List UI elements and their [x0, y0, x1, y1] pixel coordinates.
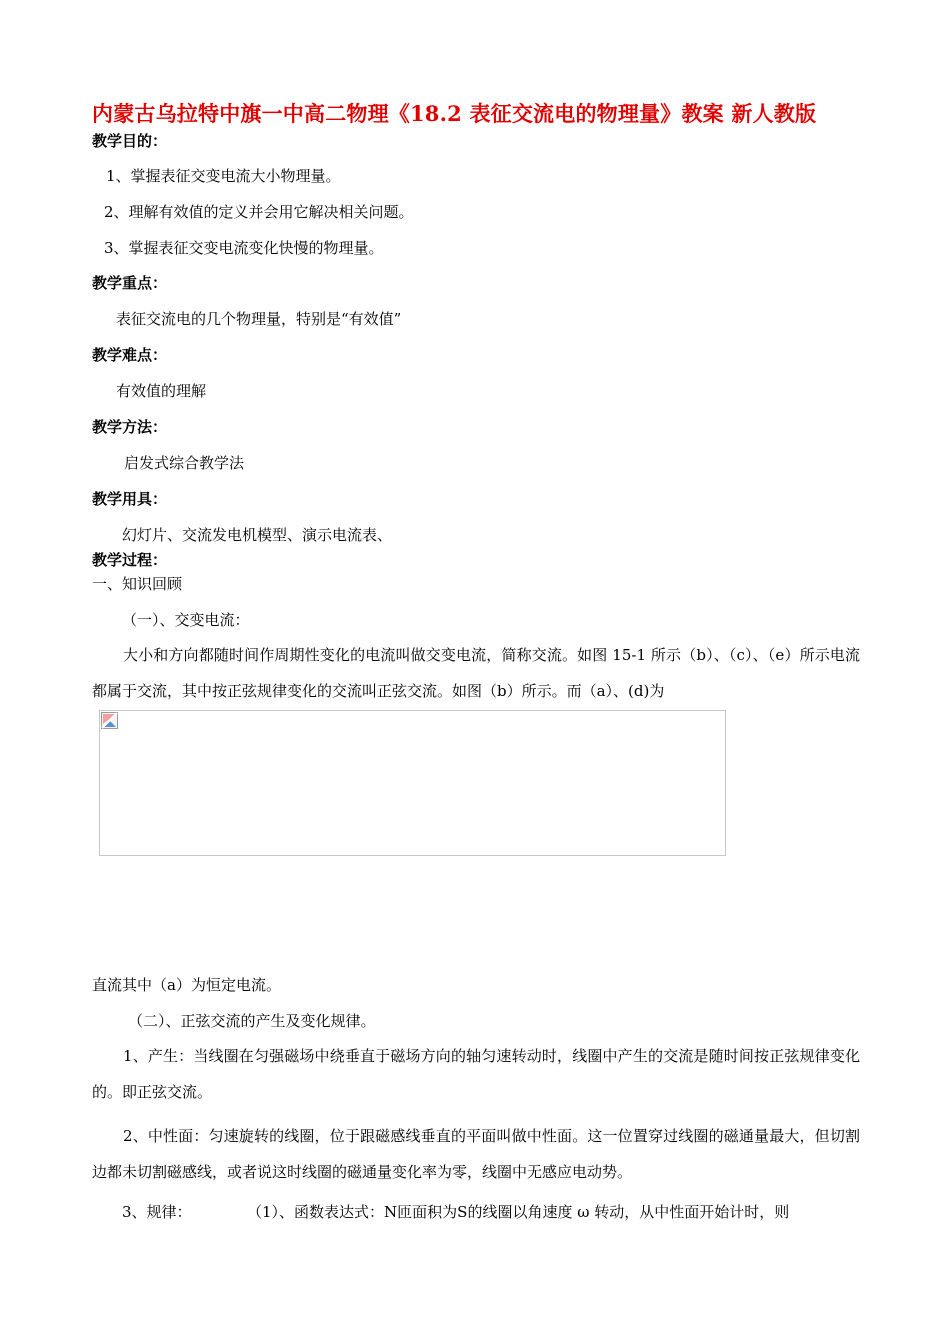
document-title: 内蒙古乌拉特中旗一中高二物理《18.2 表征交流电的物理量》教案 新人教版 — [92, 101, 817, 126]
subsection-sine-ac: （二）、正弦交流的产生及变化规律。 — [128, 1012, 376, 1030]
difficulty-heading: 教学难点： — [92, 346, 168, 364]
tools-text: 幻灯片、交流发电机模型、演示电流表、 — [122, 526, 393, 544]
paragraph-rule-text: （1）、函数表达式：N匝面积为S的线圈以角速度 ω 转动，从中性面开始计时，则 — [247, 1203, 790, 1221]
paragraph-rule-label: 3、规律： — [122, 1203, 192, 1221]
key-points-text: 表征交流电的几个物理量，特别是“有效值” — [116, 310, 402, 328]
key-points-heading: 教学重点： — [92, 274, 168, 292]
objective-item: 3、掌握表征交变电流变化快慢的物理量。 — [104, 239, 384, 257]
method-heading: 教学方法： — [92, 418, 168, 436]
paragraph-neutral-plane: 2、中性面：匀速旋转的线圈，位于跟磁感线垂直的平面叫做中性面。这一位置穿过线圈的磁通量最大，但切割边都未切割磁感线，或者说这时线圈的磁通量变化率为零，线圈中无感应电动势。 — [92, 1127, 860, 1181]
difficulty-text: 有效值的理解 — [116, 382, 207, 400]
process-heading: 教学过程： — [92, 551, 168, 569]
tools-heading: 教学用具： — [92, 490, 168, 508]
objectives-heading: 教学目的： — [92, 132, 168, 150]
section-review: 一、知识回顾 — [92, 575, 183, 593]
paragraph-dc-note: 直流其中（a）为恒定电流。 — [92, 976, 281, 994]
objective-item: 1、掌握表征交变电流大小物理量。 — [106, 167, 341, 185]
subsection-ac: （一）、交变电流： — [122, 611, 250, 629]
paragraph-generation: 1、产生：当线圈在匀强磁场中绕垂直于磁场方向的轴匀速转动时，线圈中产生的交流是随时间按正弦规律变化的。即正弦交流。 — [92, 1047, 860, 1101]
figure-placeholder — [99, 710, 726, 856]
objective-item: 2、理解有效值的定义并会用它解决相关问题。 — [104, 203, 414, 221]
broken-image-icon — [101, 712, 118, 729]
paragraph-ac-definition: 大小和方向都随时间作周期性变化的电流叫做交变电流，简称交流。如图 15-1 所示（b）、（c）、（e）所示电流都属于交流，其中按正弦规律变化的交流叫正弦交流。如图（b）所示。而（a）、(d)为 — [92, 646, 860, 700]
method-text: 启发式综合教学法 — [124, 454, 245, 472]
